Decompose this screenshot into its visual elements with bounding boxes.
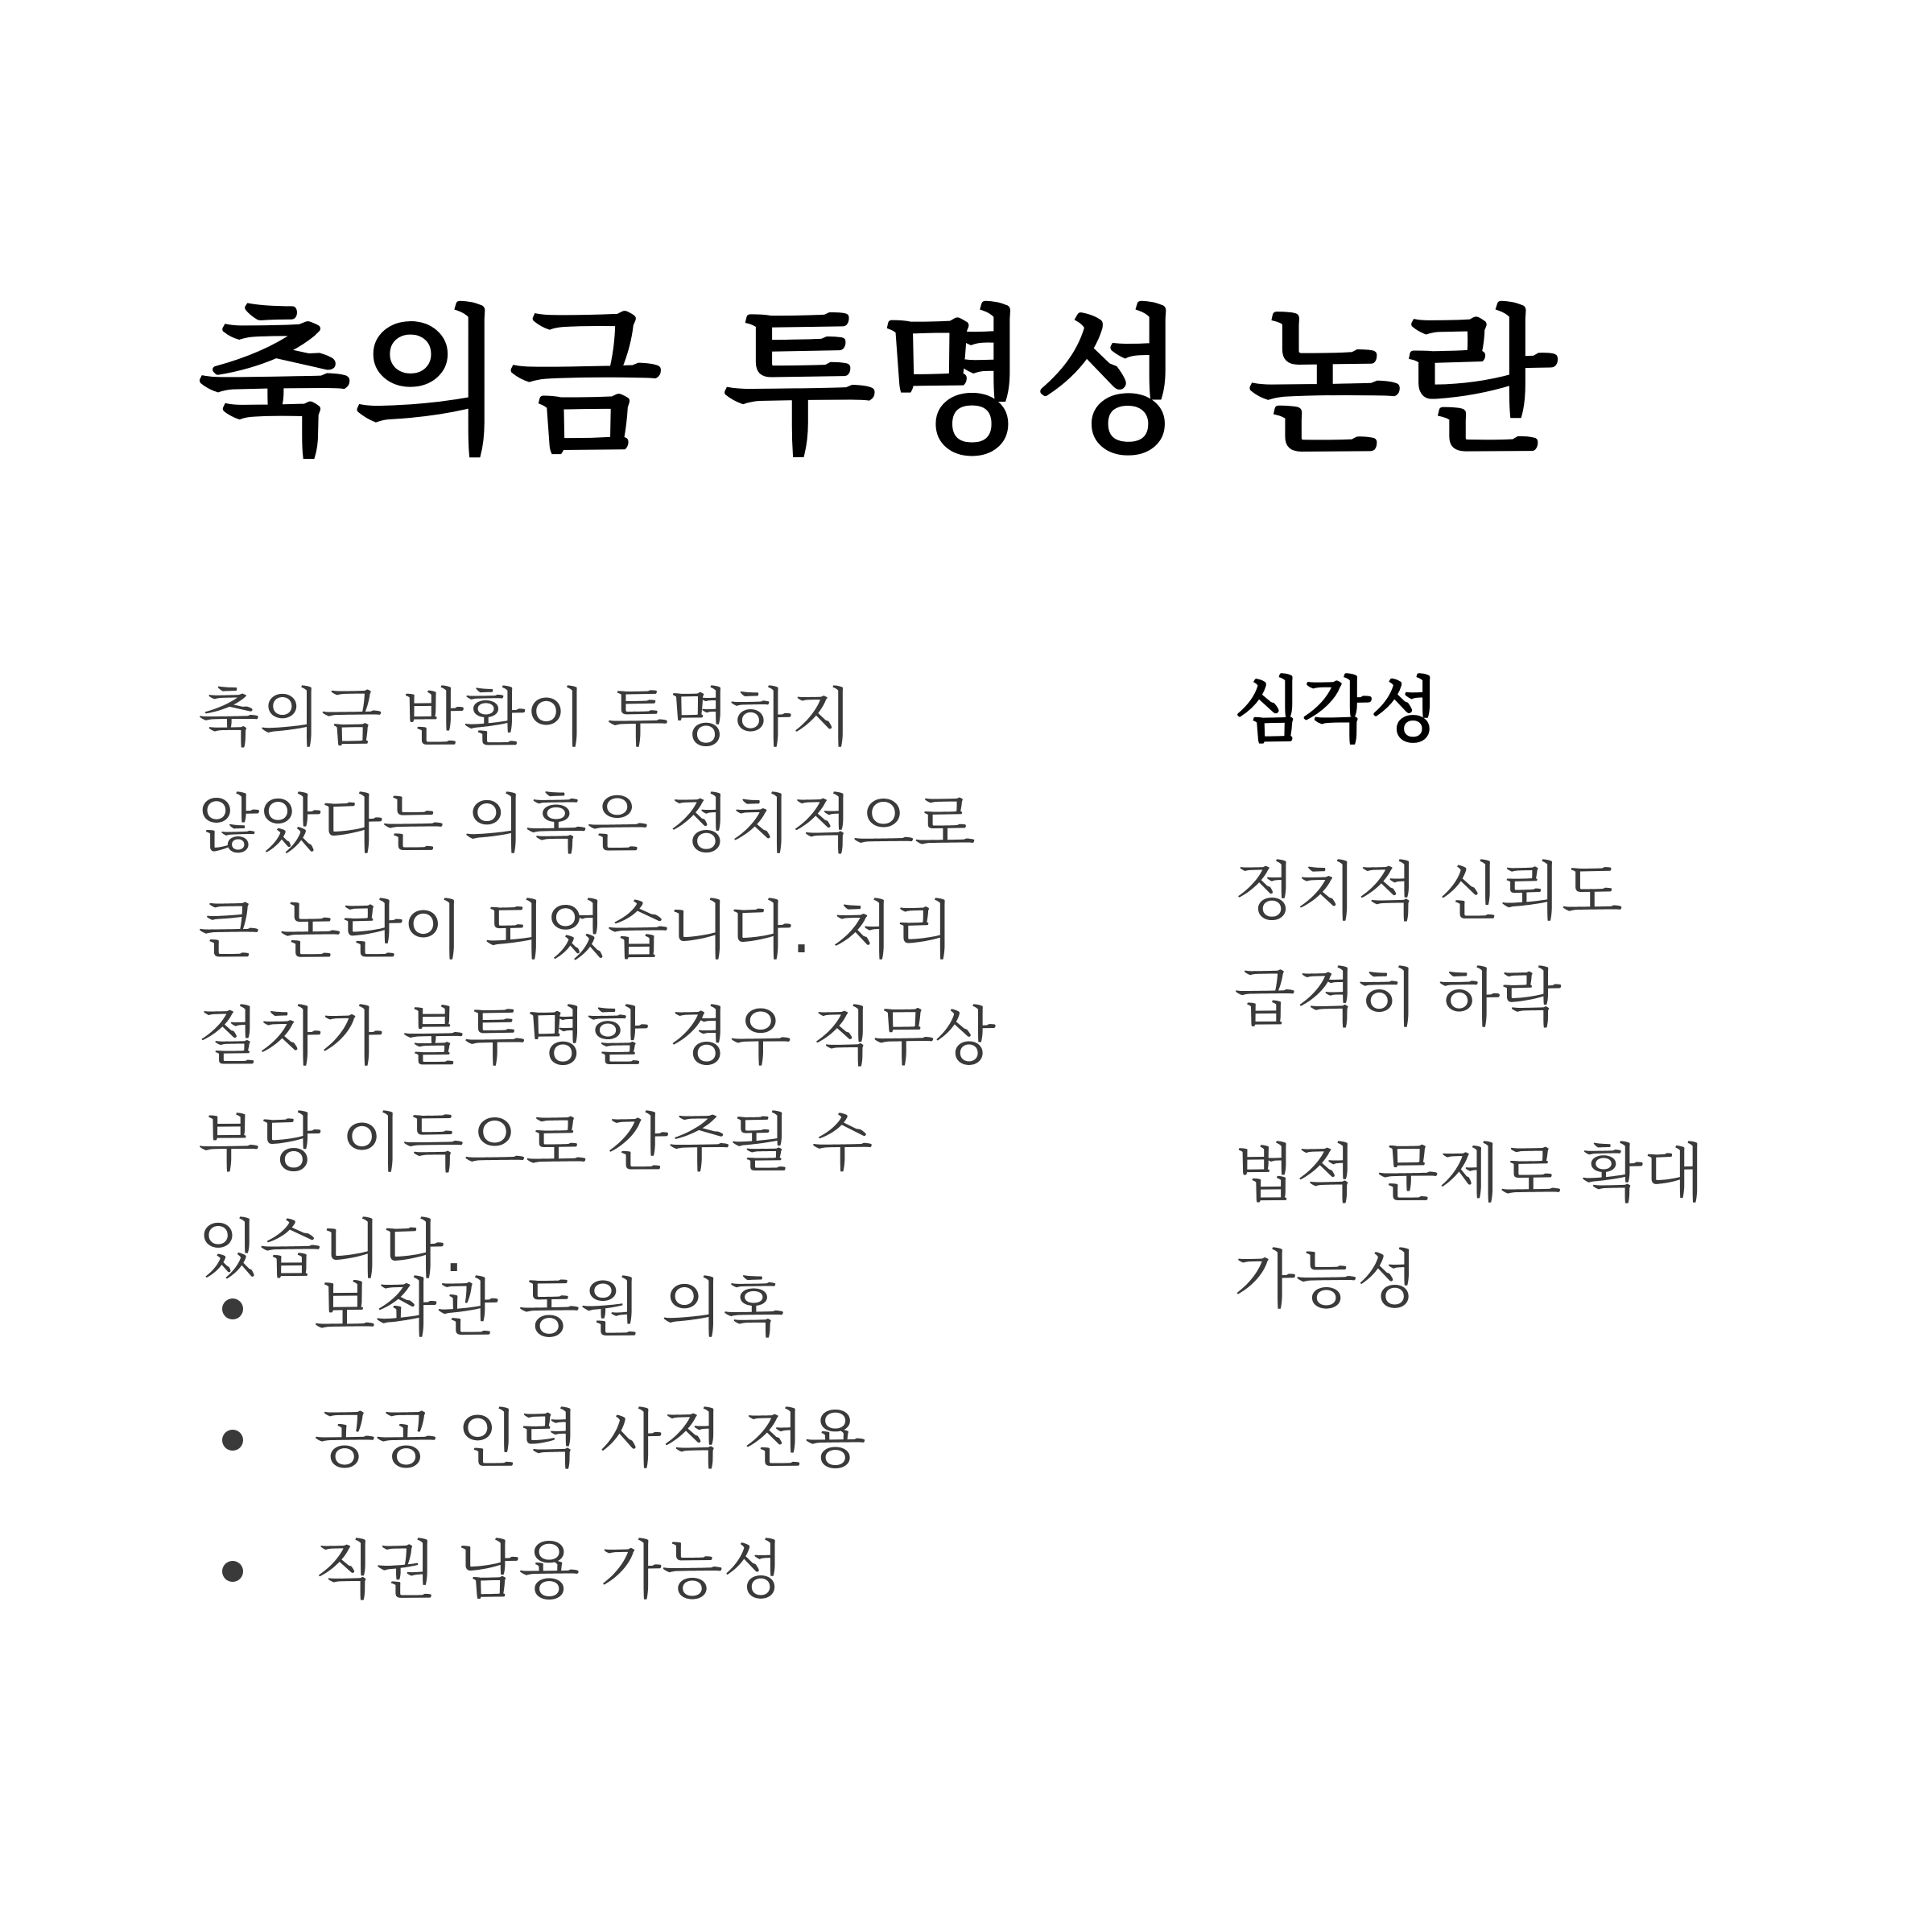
side-point: 정치적 신뢰도 급격히 하락 [1234,855,1623,1035]
body-paragraph: 축의금 반환이 투명하지 않았다는 의혹은 정치적으로 큰 논란이 되었습니다. 처리 절차가 불투명할 경우 직무상 부당 이득으로 간주될 수 있습니다. [198,681,997,1286]
list-item-label: 공공 인력 사적 전용 [314,1402,866,1476]
list-item [198,1387,866,1518]
list-item [198,1256,866,1387]
page-title: 축의금 투명성 논란 [198,292,1560,476]
side-point: 법적 문제로 확대 가능성 [1234,1137,1705,1317]
list-item [198,1518,866,1649]
bullet-list [198,1256,866,1649]
bullet-dot-icon [222,1561,243,1582]
bullet-dot-icon [222,1430,243,1451]
list-item-label: 보좌관 동원 의혹 [314,1271,785,1345]
list-item-label: 직권 남용 가능성 [314,1534,785,1608]
bullet-dot-icon [222,1298,243,1319]
side-heading: 심각성 [1234,669,1440,752]
